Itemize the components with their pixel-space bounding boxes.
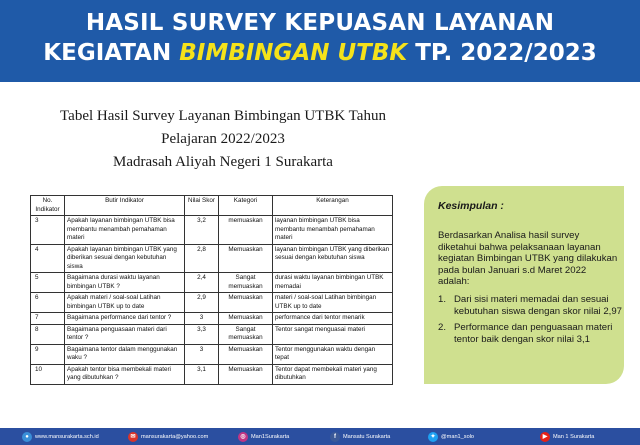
banner-highlight: BIMBINGAN UTBK (179, 40, 408, 66)
facebook-icon: f (330, 432, 340, 442)
footer-youtube-text: Man 1 Surakarta (553, 433, 595, 440)
banner-title-line2 (0, 40, 640, 66)
cell-keterangan: Tentor sangat menguasai materi (273, 324, 393, 344)
banner-line2-suffix: TP. 2022/2023 (407, 40, 597, 66)
globe-icon: ● (22, 432, 32, 442)
list-item-text: Performance dan penguasaan materi tentor baik dengan skor nilai 3,1 (454, 322, 613, 345)
header-keterangan: Keterangan (273, 196, 393, 216)
cell-keterangan: Tentor dapat membekali materi yang dibutuhkan (273, 364, 393, 384)
cell-kategori: Sangat memuaskan (219, 273, 273, 293)
footer-facebook-text: Mansatu Surakarta (343, 433, 391, 440)
cell-no: 7 (31, 313, 65, 325)
footer-item-youtube[interactable] (540, 431, 594, 442)
email-icon: ✉ (128, 432, 138, 442)
table-row (31, 344, 393, 364)
table-row (31, 313, 393, 325)
twitter-icon: ✦ (428, 432, 438, 442)
cell-skor: 2,9 (185, 293, 219, 313)
cell-keterangan: durasi waktu layanan bimbingan UTBK memadai (273, 273, 393, 293)
cell-skor: 3 (185, 313, 219, 325)
footer-item-website[interactable] (22, 431, 99, 442)
cell-no: 5 (31, 273, 65, 293)
header-kategori: Kategori (219, 196, 273, 216)
cell-kategori: Memuaskan (219, 344, 273, 364)
cell-kategori: Memuaskan (219, 244, 273, 273)
footer-instagram-text: Man1Surakarta (251, 433, 290, 440)
table-title-line2: Pelajaran 2022/2023 (161, 131, 285, 147)
kesimpulan-heading: Kesimpulan : (438, 200, 504, 212)
list-item-number: 2. (438, 322, 447, 333)
footer-item-email[interactable] (128, 431, 208, 442)
kesimpulan-panel (424, 186, 624, 384)
youtube-icon: ▶ (540, 432, 550, 442)
cell-kategori: Memuaskan (219, 313, 273, 325)
table-title-line3: Madrasah Aliyah Negeri 1 Surakarta (113, 154, 333, 170)
footer-website-text: www.mansurakarta.sch.id (35, 433, 99, 440)
table-row (31, 293, 393, 313)
cell-no: 3 (31, 216, 65, 245)
header-skor: Nilai Skor (185, 196, 219, 216)
cell-no: 10 (31, 364, 65, 384)
table-row (31, 364, 393, 384)
cell-butir: Bagaimana durasi waktu layanan bimbingan UTBK ? (65, 273, 185, 293)
cell-keterangan: performance dari tentor menarik (273, 313, 393, 325)
cell-butir: Apakah layanan bimbingan UTBK yang diberikan sesuai dengan kebutuhan siswa (65, 244, 185, 273)
kesimpulan-list (438, 294, 622, 350)
cell-butir: Bagaimana performance dari tentor ? (65, 313, 185, 325)
cell-no: 9 (31, 344, 65, 364)
cell-skor: 2,4 (185, 273, 219, 293)
list-item-text: Dari sisi materi memadai dan sesuai kebutuhan siswa dengan skor nilai 2,97 (454, 294, 623, 317)
survey-table (30, 195, 393, 385)
cell-skor: 3,2 (185, 216, 219, 245)
table-row (31, 244, 393, 273)
footer-twitter-text: @man1_solo (441, 433, 475, 440)
cell-kategori: memuaskan (219, 216, 273, 245)
header-banner (0, 0, 640, 82)
cell-skor: 3 (185, 344, 219, 364)
list-item-number: 1. (438, 294, 447, 305)
cell-no: 6 (31, 293, 65, 313)
footer-item-twitter[interactable] (428, 431, 474, 442)
cell-skor: 3,1 (185, 364, 219, 384)
list-item (438, 322, 622, 345)
table-row (31, 273, 393, 293)
banner-title-line1: HASIL SURVEY KEPUASAN LAYANAN (85, 10, 555, 36)
footer-item-instagram[interactable] (238, 431, 289, 442)
banner-line2-prefix: KEGIATAN (43, 40, 180, 66)
header-butir: Butir Indikator (65, 196, 185, 216)
cell-kategori: Memuaskan (219, 364, 273, 384)
cell-butir: Apakah layanan bimbingan UTBK bisa membantu menambah pemahaman materi (65, 216, 185, 245)
footer-email-text: mansurakarta@yahoo.com (141, 433, 209, 440)
cell-skor: 2,8 (185, 244, 219, 273)
header-no: No. Indikator (31, 196, 65, 216)
table-row (31, 324, 393, 344)
table-header-row (31, 196, 393, 216)
cell-keterangan: layanan bimbingan UTBK yang diberikan sesuai dengan kebutuhan siswa (273, 244, 393, 273)
cell-skor: 3,3 (185, 324, 219, 344)
table-title-line1: Tabel Hasil Survey Layanan Bimbingan UTBK Tahun (60, 108, 386, 124)
list-item (438, 294, 622, 317)
instagram-icon: ◎ (238, 432, 248, 442)
cell-butir: Bagaimana penguasaan materi dari tentor ? (65, 324, 185, 344)
cell-kategori: Memuaskan (219, 293, 273, 313)
footer-item-facebook[interactable] (330, 431, 390, 442)
cell-kategori: Sangat memuaskan (219, 324, 273, 344)
cell-butir: Bagaimana tentor dalam menggunakan waku ? (65, 344, 185, 364)
cell-butir: Apakah tentor bisa membekali materi yang dibutuhkan ? (65, 364, 185, 384)
footer-bar (0, 428, 640, 445)
cell-butir: Apakah materi / soal-soal Latihan bimbingan UTBK up to date (65, 293, 185, 313)
cell-no: 8 (31, 324, 65, 344)
cell-keterangan: Tentor menggunakan waktu dengan tepat (273, 344, 393, 364)
kesimpulan-paragraph: Berdasarkan Analisa hasil survey diketahui bahwa pelaksanaan layanan kegiatan Bimbingan UTBK yang dilakukan pada bulan Januari s.d Maret 2022 adalah: (438, 230, 618, 287)
cell-no: 4 (31, 244, 65, 273)
cell-keterangan: layanan bimbingan UTBK bisa membantu menambah pemahaman materi (273, 216, 393, 245)
table-row (31, 216, 393, 245)
cell-keterangan: materi / soal-soal Latihan bimbingan UTBK up to date (273, 293, 393, 313)
